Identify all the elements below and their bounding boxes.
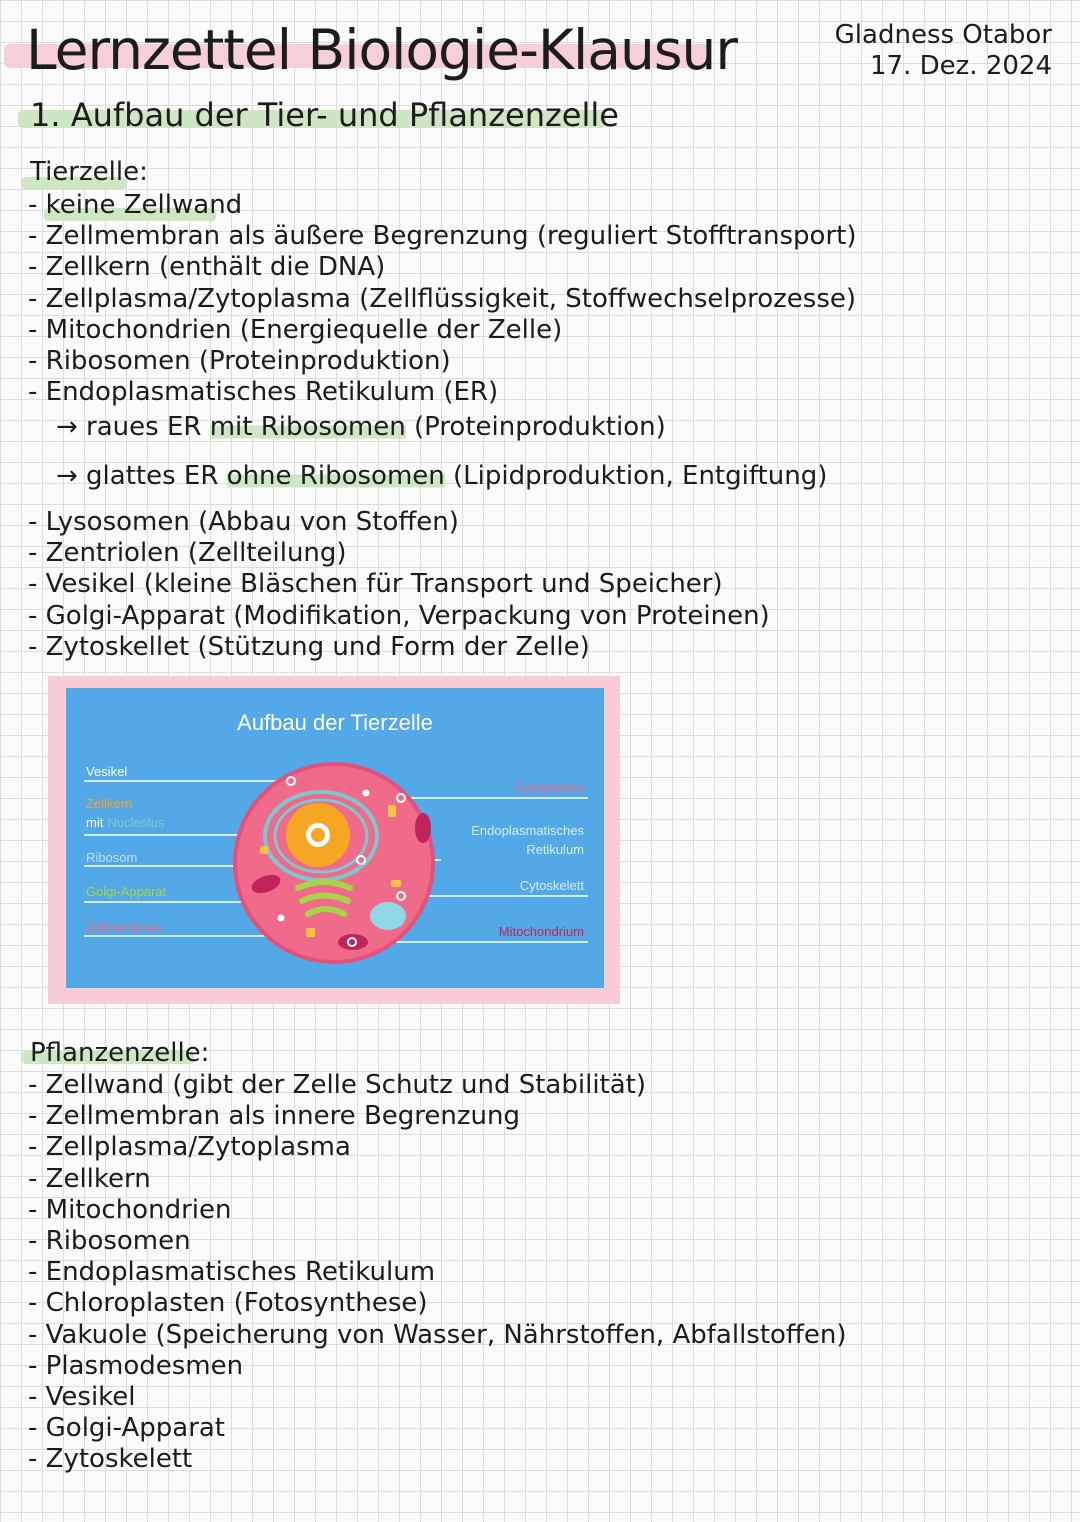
list-item: - Ribosomen (Proteinproduktion): [28, 346, 451, 377]
label-golgi: Golgi-Apparat: [86, 884, 167, 899]
er-sub-item-raues: [56, 412, 666, 442]
label-mit: mit: [86, 815, 104, 830]
label-mitochondrium: Mitochondrium: [498, 924, 584, 939]
list-item: - Chloroplasten (Fotosynthese): [28, 1288, 428, 1319]
page-title: Lernzettel Biologie-Klausur: [26, 18, 737, 82]
tierzelle-list: [28, 190, 856, 408]
list-item: - Zentriolen (Zellteilung): [28, 538, 347, 569]
list-item: - Mitochondrien: [28, 1194, 232, 1225]
list-item: - Zellplasma/Zytoplasma (Zellflüssigkeit, Stoffwechselprozesse): [28, 283, 857, 314]
list-item: - Mitochondrien (Energiequelle der Zelle): [28, 314, 563, 345]
tierzelle-list-2: [28, 507, 770, 663]
vesikel: [370, 902, 406, 930]
nucleolus-core: [311, 828, 325, 842]
label-vesikel: Vesikel: [86, 764, 128, 779]
er-sub-suffix: (Proteinproduktion): [405, 412, 666, 442]
er-sub-suffix: (Lipidproduktion, Entgiftung): [444, 461, 828, 491]
list-item: - Zellmembran als innere Begrenzung: [28, 1101, 520, 1132]
list-item: - Zytoskellet (Stützung und Form der Zelle): [28, 631, 590, 662]
label-er-2: Retikulum: [526, 842, 584, 857]
list-item: - Vesikel (kleine Bläschen für Transport und Speicher): [28, 569, 723, 600]
list-item: - Zellmembran als äußere Begrenzung (reguliert Stofftransport): [28, 221, 857, 252]
section-title: 1. Aufbau der Tier- und Pflanzenzelle: [30, 96, 619, 134]
animal-cell-diagram: [66, 688, 604, 988]
list-item: - Ribosomen: [28, 1226, 191, 1257]
list-item: - Zellplasma/Zytoplasma: [28, 1132, 351, 1163]
er-sub-prefix: → glattes ER: [56, 461, 227, 491]
author-block: [835, 20, 1052, 82]
er-sub-highlight: mit Ribosomen: [209, 412, 406, 442]
label-er-1: Endoplasmatisches: [471, 823, 584, 838]
list-item: - Zellwand (gibt der Zelle Schutz und Stabilität): [28, 1070, 647, 1100]
list-item: - Endoplasmatisches Retikulum: [28, 1257, 436, 1288]
list-item: - Golgi-Apparat (Modifikation, Verpackung von Proteinen): [28, 600, 770, 631]
er-sub-highlight: ohne Ribosomen: [226, 461, 445, 491]
label-zellkern: Zellkern: [86, 796, 133, 811]
label-ribosom: Ribosom: [86, 850, 138, 865]
list-item: - Lysosomen (Abbau von Stoffen): [28, 507, 459, 537]
pflanzenzelle-label: Pflanzenzelle:: [30, 1038, 210, 1068]
list-item: - Zytoskelett: [28, 1444, 193, 1475]
label-mit-nucleolus: [86, 815, 165, 830]
list-item: - keine Zellwand: [28, 190, 243, 220]
pflanzenzelle-list: [28, 1070, 846, 1476]
diagram-title: Aufbau der Tierzelle: [237, 710, 433, 735]
list-item: - Endoplasmatisches Retikulum (ER): [28, 377, 499, 408]
list-item: - Zellkern: [28, 1163, 151, 1194]
mitochondrium: [415, 813, 431, 843]
mitochondrium: [338, 934, 368, 950]
label-cytoskelett: Cytoskelett: [519, 878, 584, 893]
er-sub-item-glattes: [56, 461, 827, 491]
label-nucleolus: Nucleolus: [107, 815, 165, 830]
list-item: - Plasmodesmen: [28, 1350, 244, 1381]
list-item: - Zellkern (enthält die DNA): [28, 252, 386, 283]
tierzelle-label: Tierzelle:: [30, 157, 148, 187]
list-item: - Vakuole (Speicherung von Wasser, Nährstoffen, Abfallstoffen): [28, 1319, 847, 1350]
er-sub-prefix: → raues ER: [56, 412, 210, 442]
author-name: Gladness Otabor: [834, 20, 1052, 50]
list-item: - Golgi-Apparat: [28, 1413, 226, 1444]
date: 17. Dez. 2024: [870, 51, 1052, 81]
label-cytoplasma: Cytoplasma: [515, 780, 584, 795]
label-zellmembran: Zellmembran: [86, 920, 162, 935]
list-item: - Vesikel: [28, 1382, 136, 1413]
